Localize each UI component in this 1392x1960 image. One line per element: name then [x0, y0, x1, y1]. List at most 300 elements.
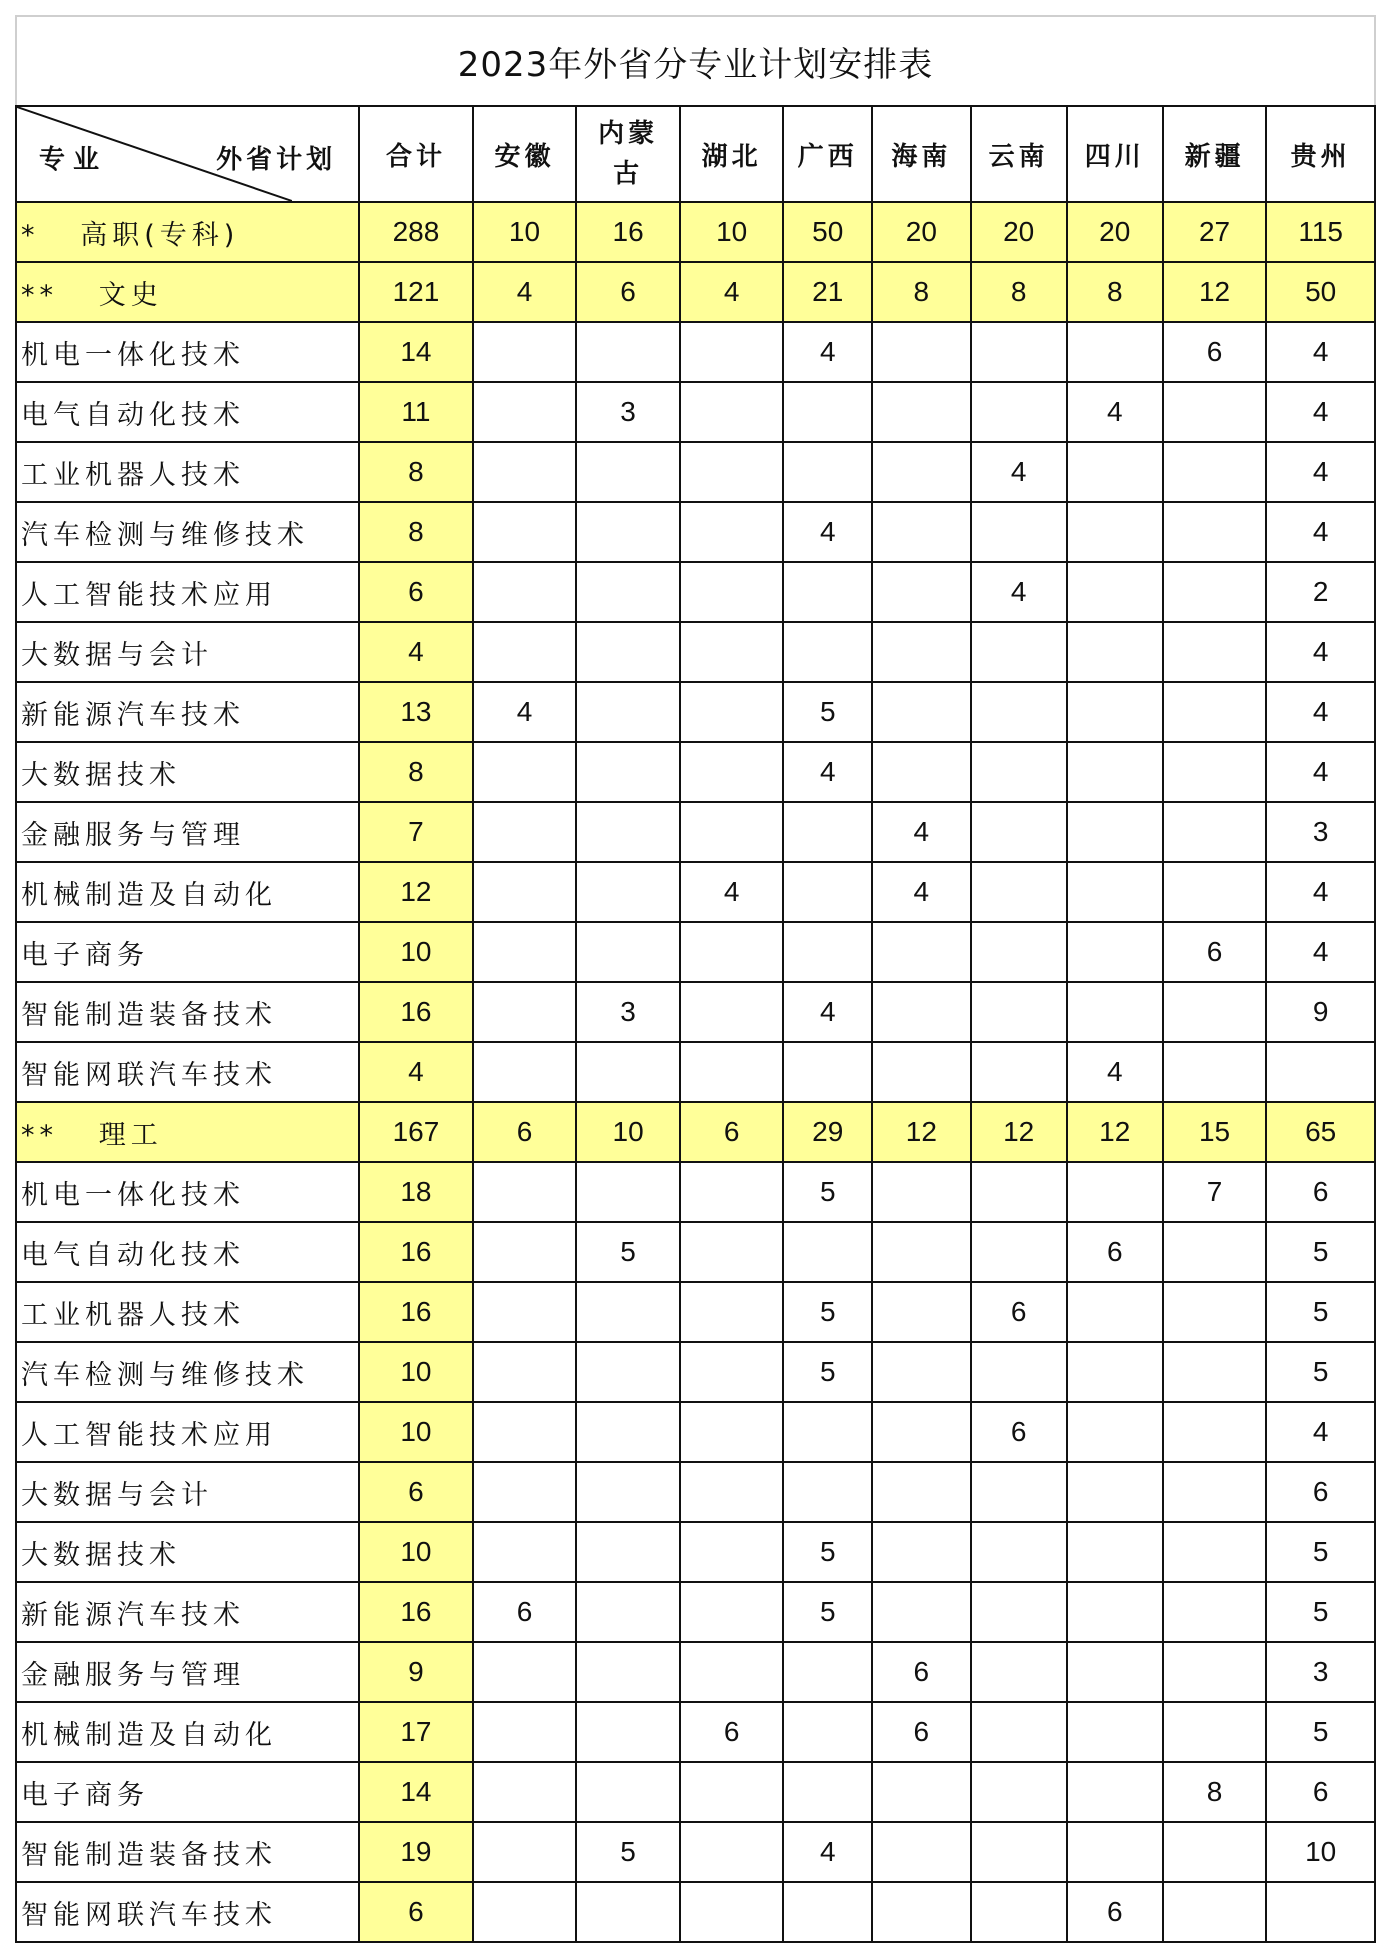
province-value-cell: [1163, 1642, 1267, 1702]
total-cell: 19: [359, 1822, 473, 1882]
province-value-cell: [1067, 1342, 1163, 1402]
province-value-cell: [1163, 742, 1267, 802]
province-value-cell: [872, 622, 971, 682]
province-value-cell: 6: [1266, 1162, 1375, 1222]
total-cell: 11: [359, 382, 473, 442]
province-value-cell: 5: [783, 682, 872, 742]
province-value-cell: [680, 442, 784, 502]
province-value-cell: [1067, 622, 1163, 682]
total-header-cell: 合计: [359, 106, 473, 202]
province-value-cell: [680, 1642, 784, 1702]
province-value-cell: 10: [576, 1102, 680, 1162]
province-value-cell: 6: [971, 1402, 1067, 1462]
province-value-cell: 6: [473, 1582, 577, 1642]
province-value-cell: 4: [1266, 502, 1375, 562]
province-value-cell: [1163, 1342, 1267, 1402]
province-value-cell: 20: [1067, 202, 1163, 262]
major-name-cell: 大数据与会计: [16, 1462, 359, 1522]
total-cell: 121: [359, 262, 473, 322]
province-value-cell: [1067, 682, 1163, 742]
table-row: [16, 742, 1375, 802]
total-cell: 17: [359, 1702, 473, 1762]
province-value-cell: [1067, 1282, 1163, 1342]
province-value-cell: [680, 1042, 784, 1102]
total-cell: 6: [359, 1462, 473, 1522]
table-row: [16, 1642, 1375, 1702]
province-value-cell: [872, 1342, 971, 1402]
province-value-cell: [576, 1342, 680, 1402]
province-value-cell: 6: [872, 1702, 971, 1762]
province-value-cell: 12: [872, 1102, 971, 1162]
major-name-cell: 大数据与会计: [16, 622, 359, 682]
province-value-cell: 5: [1266, 1342, 1375, 1402]
major-name-cell: 金融服务与管理: [16, 1642, 359, 1702]
province-value-cell: [1067, 802, 1163, 862]
province-value-cell: [783, 1042, 872, 1102]
province-value-cell: 4: [1266, 382, 1375, 442]
total-cell: 6: [359, 562, 473, 622]
province-value-cell: 65: [1266, 1102, 1375, 1162]
province-value-cell: [680, 502, 784, 562]
province-value-cell: 8: [872, 262, 971, 322]
province-value-cell: [473, 1702, 577, 1762]
province-value-cell: 20: [971, 202, 1067, 262]
province-value-cell: [680, 1582, 784, 1642]
province-value-cell: [1067, 1522, 1163, 1582]
table-row: [16, 1342, 1375, 1402]
major-name-cell: 电气自动化技术: [16, 1222, 359, 1282]
province-value-cell: 12: [1067, 1102, 1163, 1162]
province-value-cell: [576, 322, 680, 382]
province-header-cell: 贵州: [1266, 106, 1375, 202]
province-value-cell: [1163, 622, 1267, 682]
province-value-cell: 12: [1163, 262, 1267, 322]
province-value-cell: 115: [1266, 202, 1375, 262]
province-value-cell: 4: [1266, 682, 1375, 742]
province-value-cell: 4: [783, 502, 872, 562]
total-cell: 14: [359, 322, 473, 382]
province-value-cell: 5: [783, 1522, 872, 1582]
total-cell: 18: [359, 1162, 473, 1222]
major-name-cell: 大数据技术: [16, 742, 359, 802]
province-value-cell: [1067, 562, 1163, 622]
table-row: [16, 982, 1375, 1042]
province-value-cell: 4: [872, 862, 971, 922]
province-value-cell: [1266, 1042, 1375, 1102]
province-value-cell: [872, 1042, 971, 1102]
province-value-cell: [872, 1522, 971, 1582]
province-value-cell: 3: [1266, 1642, 1375, 1702]
province-value-cell: 16: [576, 202, 680, 262]
plan-header-label: 外省计划: [216, 145, 337, 175]
province-value-cell: 4: [1266, 742, 1375, 802]
province-value-cell: [473, 1162, 577, 1222]
province-value-cell: [473, 502, 577, 562]
summary-row: [16, 262, 1375, 322]
province-value-cell: 8: [1163, 1762, 1267, 1822]
province-value-cell: [680, 1342, 784, 1402]
major-name-cell: 机械制造及自动化: [16, 862, 359, 922]
sheet-title: 2023年外省分专业计划安排表: [15, 15, 1376, 105]
province-value-cell: [783, 622, 872, 682]
province-value-cell: [473, 442, 577, 502]
table-row: [16, 322, 1375, 382]
major-name-cell: ** 文史: [16, 262, 359, 322]
province-value-cell: [783, 1702, 872, 1762]
province-value-cell: 29: [783, 1102, 872, 1162]
province-value-cell: [473, 1642, 577, 1702]
province-value-cell: [1163, 1882, 1267, 1942]
province-value-cell: [971, 1582, 1067, 1642]
province-value-cell: 6: [680, 1102, 784, 1162]
major-name-cell: 电子商务: [16, 1762, 359, 1822]
table-row: [16, 1282, 1375, 1342]
province-value-cell: [971, 862, 1067, 922]
summary-row: [16, 202, 1375, 262]
table-row: [16, 922, 1375, 982]
table-row: [16, 682, 1375, 742]
province-value-cell: [473, 1522, 577, 1582]
province-value-cell: [872, 562, 971, 622]
province-value-cell: [971, 1462, 1067, 1522]
province-value-cell: [576, 1402, 680, 1462]
table-row: [16, 1702, 1375, 1762]
province-header-cell: 四川: [1067, 106, 1163, 202]
table-row: [16, 1222, 1375, 1282]
province-value-cell: [680, 982, 784, 1042]
total-cell: 9: [359, 1642, 473, 1702]
province-value-cell: [576, 1582, 680, 1642]
province-value-cell: [1163, 1222, 1267, 1282]
province-value-cell: 5: [1266, 1222, 1375, 1282]
province-value-cell: [1163, 1042, 1267, 1102]
province-value-cell: [473, 1402, 577, 1462]
province-value-cell: [576, 1162, 680, 1222]
province-value-cell: [1067, 922, 1163, 982]
province-value-cell: [971, 1342, 1067, 1402]
major-name-cell: 人工智能技术应用: [16, 1402, 359, 1462]
province-value-cell: 4: [872, 802, 971, 862]
total-cell: 10: [359, 1402, 473, 1462]
major-name-cell: ** 理工: [16, 1102, 359, 1162]
province-value-cell: [971, 322, 1067, 382]
province-value-cell: [473, 322, 577, 382]
province-value-cell: [680, 1522, 784, 1582]
province-value-cell: [1163, 562, 1267, 622]
major-name-cell: 机电一体化技术: [16, 1162, 359, 1222]
province-value-cell: 50: [1266, 262, 1375, 322]
province-value-cell: [680, 1162, 784, 1222]
province-value-cell: [576, 1882, 680, 1942]
province-header-cell: 湖北: [680, 106, 784, 202]
province-value-cell: [783, 1762, 872, 1822]
province-value-cell: 4: [680, 862, 784, 922]
province-value-cell: 5: [783, 1582, 872, 1642]
province-value-cell: 4: [1266, 622, 1375, 682]
province-value-cell: [576, 562, 680, 622]
province-value-cell: [680, 1822, 784, 1882]
province-value-cell: [1163, 802, 1267, 862]
province-value-cell: [473, 1882, 577, 1942]
province-header-cell: 新疆: [1163, 106, 1267, 202]
province-value-cell: 10: [1266, 1822, 1375, 1882]
province-header-cell: 内蒙古: [576, 106, 680, 202]
province-value-cell: [872, 382, 971, 442]
major-name-cell: 智能网联汽车技术: [16, 1042, 359, 1102]
province-value-cell: [1067, 1642, 1163, 1702]
province-value-cell: [872, 1282, 971, 1342]
summary-row: [16, 1102, 1375, 1162]
table-row: [16, 862, 1375, 922]
province-value-cell: 3: [576, 382, 680, 442]
province-value-cell: [576, 1762, 680, 1822]
table-row: [16, 1042, 1375, 1102]
province-value-cell: [1163, 1282, 1267, 1342]
province-value-cell: [680, 802, 784, 862]
major-name-cell: 机电一体化技术: [16, 322, 359, 382]
table-row: [16, 1762, 1375, 1822]
province-value-cell: [971, 502, 1067, 562]
province-value-cell: 5: [576, 1822, 680, 1882]
province-value-cell: [783, 1462, 872, 1522]
province-value-cell: [971, 1222, 1067, 1282]
total-cell: 13: [359, 682, 473, 742]
province-value-cell: 4: [783, 742, 872, 802]
province-value-cell: [576, 922, 680, 982]
province-value-cell: [576, 742, 680, 802]
province-value-cell: [872, 1402, 971, 1462]
province-value-cell: [872, 1222, 971, 1282]
province-value-cell: [1163, 1822, 1267, 1882]
table-row: [16, 1582, 1375, 1642]
province-value-cell: 6: [1266, 1462, 1375, 1522]
province-value-cell: 6: [872, 1642, 971, 1702]
table-row: [16, 1882, 1375, 1942]
province-value-cell: [1163, 982, 1267, 1042]
province-value-cell: 6: [473, 1102, 577, 1162]
province-value-cell: [783, 862, 872, 922]
province-value-cell: [1067, 502, 1163, 562]
province-value-cell: 10: [680, 202, 784, 262]
province-value-cell: [473, 622, 577, 682]
province-value-cell: 15: [1163, 1102, 1267, 1162]
province-value-cell: [971, 682, 1067, 742]
province-value-cell: 4: [1266, 442, 1375, 502]
province-value-cell: 4: [1266, 922, 1375, 982]
table-row: [16, 502, 1375, 562]
province-value-cell: [971, 1042, 1067, 1102]
table-row: [16, 442, 1375, 502]
province-value-cell: [576, 1462, 680, 1522]
plan-table: [15, 105, 1376, 1943]
province-value-cell: 6: [576, 262, 680, 322]
province-value-cell: [473, 1042, 577, 1102]
province-value-cell: [872, 1762, 971, 1822]
total-cell: 8: [359, 742, 473, 802]
table-row: [16, 802, 1375, 862]
province-value-cell: [680, 622, 784, 682]
province-value-cell: [971, 1162, 1067, 1222]
province-value-cell: 3: [576, 982, 680, 1042]
total-cell: 7: [359, 802, 473, 862]
province-value-cell: 4: [473, 262, 577, 322]
total-cell: 16: [359, 982, 473, 1042]
province-value-cell: 5: [783, 1342, 872, 1402]
province-value-cell: 8: [1067, 262, 1163, 322]
major-name-cell: 金融服务与管理: [16, 802, 359, 862]
total-cell: 16: [359, 1282, 473, 1342]
province-header-cell: 安徽: [473, 106, 577, 202]
major-name-cell: 汽车检测与维修技术: [16, 1342, 359, 1402]
province-value-cell: [576, 802, 680, 862]
province-value-cell: [1067, 1402, 1163, 1462]
major-name-cell: 人工智能技术应用: [16, 562, 359, 622]
major-header-label: 专业: [39, 145, 108, 175]
corner-header-cell: [16, 106, 359, 202]
table-row: [16, 562, 1375, 622]
province-header-cell: 海南: [872, 106, 971, 202]
province-value-cell: 5: [1266, 1702, 1375, 1762]
province-value-cell: [971, 982, 1067, 1042]
province-value-cell: 12: [971, 1102, 1067, 1162]
province-value-cell: [872, 442, 971, 502]
province-value-cell: 50: [783, 202, 872, 262]
province-value-cell: [971, 802, 1067, 862]
province-value-cell: [872, 1462, 971, 1522]
table-row: [16, 1822, 1375, 1882]
province-value-cell: [1163, 502, 1267, 562]
total-cell: 8: [359, 442, 473, 502]
province-value-cell: [680, 1402, 784, 1462]
province-value-cell: [1067, 1582, 1163, 1642]
province-value-cell: [576, 1642, 680, 1702]
major-name-cell: 新能源汽车技术: [16, 682, 359, 742]
province-value-cell: [1067, 1462, 1163, 1522]
province-value-cell: [473, 982, 577, 1042]
major-name-cell: 汽车检测与维修技术: [16, 502, 359, 562]
province-value-cell: [680, 1222, 784, 1282]
province-value-cell: [783, 802, 872, 862]
province-value-cell: [576, 1282, 680, 1342]
province-value-cell: [971, 1522, 1067, 1582]
total-cell: 8: [359, 502, 473, 562]
province-value-cell: 6: [1163, 322, 1267, 382]
province-value-cell: 4: [971, 562, 1067, 622]
province-value-cell: 6: [1163, 922, 1267, 982]
province-value-cell: [783, 922, 872, 982]
province-value-cell: [971, 622, 1067, 682]
province-value-cell: [680, 1762, 784, 1822]
province-value-cell: [1067, 1162, 1163, 1222]
total-cell: 6: [359, 1882, 473, 1942]
province-value-cell: [1266, 1882, 1375, 1942]
province-value-cell: [872, 682, 971, 742]
total-cell: 16: [359, 1222, 473, 1282]
province-value-cell: [872, 1582, 971, 1642]
province-value-cell: [872, 742, 971, 802]
province-value-cell: [576, 442, 680, 502]
province-value-cell: 4: [1067, 382, 1163, 442]
province-value-cell: 4: [473, 682, 577, 742]
province-value-cell: [473, 742, 577, 802]
major-name-cell: 智能制造装备技术: [16, 1822, 359, 1882]
province-value-cell: [971, 1642, 1067, 1702]
province-value-cell: 5: [783, 1282, 872, 1342]
province-value-cell: 2: [1266, 562, 1375, 622]
province-value-cell: [1067, 442, 1163, 502]
province-value-cell: [680, 1882, 784, 1942]
province-value-cell: [1067, 982, 1163, 1042]
total-cell: 16: [359, 1582, 473, 1642]
total-cell: 14: [359, 1762, 473, 1822]
province-value-cell: [971, 742, 1067, 802]
province-value-cell: [1163, 382, 1267, 442]
province-value-cell: 7: [1163, 1162, 1267, 1222]
major-name-cell: 电气自动化技术: [16, 382, 359, 442]
province-value-cell: [576, 622, 680, 682]
major-name-cell: 工业机器人技术: [16, 1282, 359, 1342]
province-value-cell: [473, 862, 577, 922]
province-value-cell: 6: [1067, 1222, 1163, 1282]
province-value-cell: [576, 1702, 680, 1762]
province-value-cell: [680, 322, 784, 382]
province-value-cell: [680, 682, 784, 742]
major-name-cell: 电子商务: [16, 922, 359, 982]
province-value-cell: [473, 922, 577, 982]
province-value-cell: [680, 382, 784, 442]
province-value-cell: 20: [872, 202, 971, 262]
total-cell: 12: [359, 862, 473, 922]
province-value-cell: [1067, 742, 1163, 802]
province-value-cell: [473, 1222, 577, 1282]
province-value-cell: [1067, 322, 1163, 382]
province-value-cell: [1067, 1822, 1163, 1882]
province-value-cell: 9: [1266, 982, 1375, 1042]
province-value-cell: [473, 1282, 577, 1342]
province-value-cell: [473, 1822, 577, 1882]
province-value-cell: [872, 1162, 971, 1222]
table-row: [16, 1522, 1375, 1582]
province-value-cell: [1163, 442, 1267, 502]
total-cell: 288: [359, 202, 473, 262]
table-row: [16, 622, 1375, 682]
province-value-cell: [872, 982, 971, 1042]
table-row: [16, 1402, 1375, 1462]
province-value-cell: [783, 1642, 872, 1702]
province-value-cell: 6: [971, 1282, 1067, 1342]
province-value-cell: [1163, 1582, 1267, 1642]
total-cell: 4: [359, 1042, 473, 1102]
province-value-cell: [783, 1402, 872, 1462]
table-row: [16, 1462, 1375, 1522]
province-value-cell: [1163, 1462, 1267, 1522]
total-cell: 167: [359, 1102, 473, 1162]
province-value-cell: [576, 862, 680, 922]
province-value-cell: [1163, 862, 1267, 922]
province-value-cell: [576, 682, 680, 742]
province-value-cell: [473, 802, 577, 862]
province-value-cell: [872, 922, 971, 982]
major-name-cell: 智能制造装备技术: [16, 982, 359, 1042]
province-value-cell: 6: [680, 1702, 784, 1762]
province-value-cell: 3: [1266, 802, 1375, 862]
province-value-cell: 5: [1266, 1522, 1375, 1582]
table-row: [16, 1162, 1375, 1222]
province-value-cell: [783, 1882, 872, 1942]
province-value-cell: [783, 562, 872, 622]
province-value-cell: [1067, 1702, 1163, 1762]
province-value-cell: [783, 442, 872, 502]
